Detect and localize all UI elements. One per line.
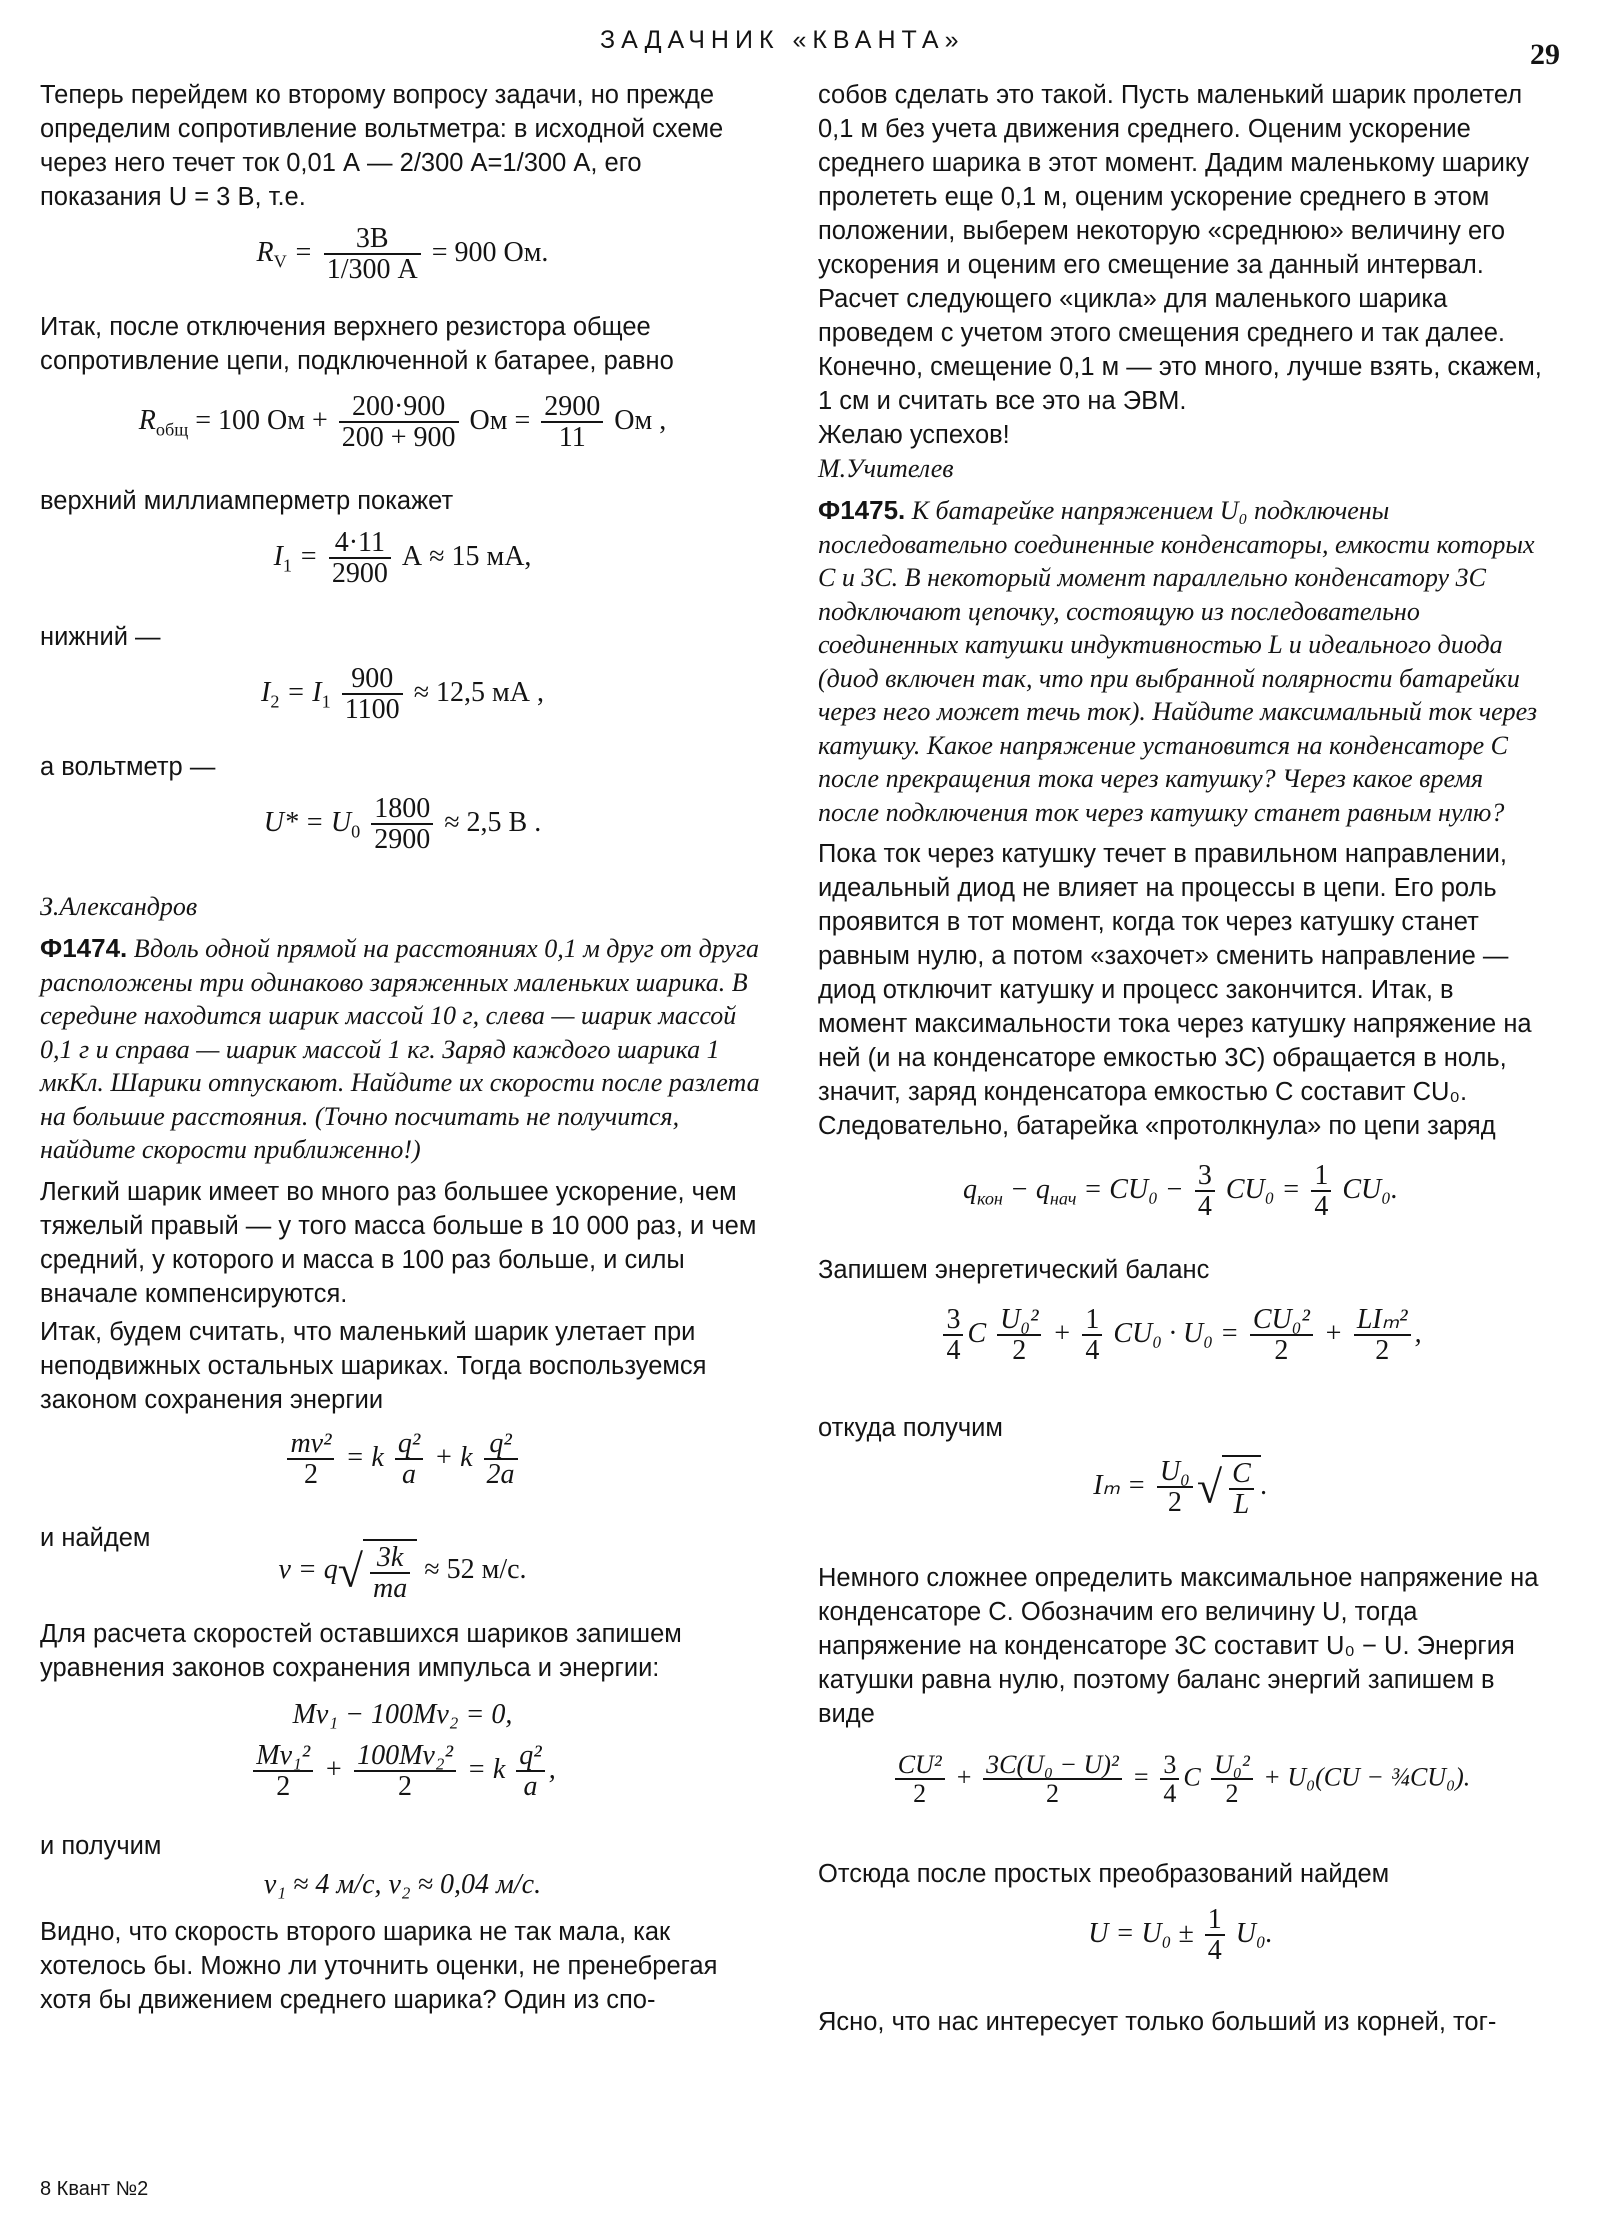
paragraph: Немного сложнее определить максимальное напряжение на конденсаторе C. Обозначим его величину U, тогда напряжение на конденсаторе 3C составит U₀ − U. Энергия катушки равна нулю, поэтому баланс энергий запишем в виде (818, 1564, 1539, 1728)
formula-text: U = U₀ ± (1088, 1917, 1194, 1949)
frac-den: 2 (895, 1778, 945, 1807)
square-root (338, 1539, 417, 1604)
fraction (1250, 1305, 1313, 1366)
running-title: ЗАДАЧНИК «КВАНТА» (600, 26, 965, 54)
fraction (1311, 1161, 1331, 1222)
frac-num: C (1232, 1458, 1251, 1489)
formula-sub: общ (155, 419, 189, 440)
fraction (1157, 1457, 1193, 1518)
frac-num: 100Mv₂² (357, 1739, 453, 1771)
formula-text: = (1132, 1762, 1150, 1792)
formula-text: C (967, 1317, 987, 1349)
frac-num: 3 (1163, 1750, 1177, 1779)
frac-num: U₀² (1214, 1750, 1250, 1779)
formula-sub: 0 (351, 821, 361, 842)
radical-sign: √ (1196, 1461, 1223, 1513)
frac-num: 3C(U₀ − U)² (986, 1750, 1119, 1779)
frac-den: 2 (287, 1458, 334, 1489)
fraction (395, 1429, 423, 1490)
formula-text: = k (345, 1441, 384, 1473)
paragraph: нижний — (40, 623, 161, 651)
formula-voltmeter-resistance: $R_V$ = $\frac{3В}{1/300 А}$ = 900 Ом. (256, 223, 549, 286)
frac-num: 900 (351, 663, 394, 694)
formula-charge (818, 1147, 1543, 1253)
paragraph: Ясно, что нас интересует только больший из корней, тог- (818, 2008, 1497, 2036)
formula-energy-balance (818, 1291, 1543, 1411)
formula-text: = CU₀ − (1083, 1173, 1184, 1205)
paragraph: Запишем энергетический баланс (818, 1256, 1210, 1284)
paragraph: Теперь перейдем ко второму вопросу задачи, но прежде определим сопротивление вольтметра: в исходной схеме через него течет ток 0,01 А — 2/300 А=1/300 А, его показания U = 3 В, т.е. (40, 81, 724, 211)
formula-text: Ом = (469, 404, 531, 436)
formula-text: R (138, 404, 156, 436)
frac-num: Mv₁² (256, 1739, 311, 1771)
frac-num: U₀² (1000, 1304, 1039, 1335)
fraction (324, 224, 421, 285)
fraction (943, 1305, 963, 1366)
fraction (1211, 1751, 1253, 1808)
paragraph: верхний миллиамперметр покажет (40, 487, 454, 515)
formula-voltmeter-reading (40, 788, 765, 884)
formula-text: + (1323, 1317, 1343, 1349)
fraction (997, 1305, 1041, 1366)
frac-den: 2 (253, 1770, 313, 1801)
frac-den: 2 (1157, 1486, 1193, 1517)
fraction (339, 392, 459, 453)
formula-text: CU₀ · U₀ = (1113, 1317, 1239, 1349)
formula-text: + U₀(CU − ¾CU₀). (1263, 1762, 1471, 1792)
paragraph: собов сделать это такой. Пусть маленький шарик пролетел 0,1 м без учета движения среднего. Оценим ускорение среднего шарика в этот момент. Дадим маленькому шарику пролететь еще 0,1 м, оценим ускорение среднего в этом положении, выберем некоторую «среднюю» величину его ускорения и оценим его смещение за данный интервал. Расчет следующего «цикла» для маленького шарика проведем с учетом этого смещения среднего и так далее. Конечно, смещение 0,1 м — это много, лучше взять, скажем, 1 см и считать все это на ЭВМ. (818, 81, 1542, 415)
frac-den: 2900 (329, 557, 391, 588)
frac-den: 2900 (371, 823, 433, 854)
formula-sub: 1 (282, 555, 292, 576)
frac-den: 2 (1250, 1334, 1313, 1365)
formula-total-resistance (40, 382, 765, 484)
frac-den: 1100 (342, 693, 403, 724)
formula-energy-two-balls (40, 1741, 765, 1829)
paragraph: а вольтметр — (40, 753, 216, 781)
frac-num: U₀ (1159, 1456, 1190, 1487)
paragraph: Итак, будем считать, что маленький шарик улетает при неподвижных остальных шариках. Тогда воспользуемся законом сохранения энергии (40, 1317, 707, 1414)
frac-den: 4 (1082, 1334, 1102, 1365)
formula-text: Iₘ = (1093, 1469, 1146, 1501)
right-column (818, 78, 1543, 2043)
frac-num: 3В (355, 223, 389, 254)
formula-text: = k (466, 1753, 506, 1785)
fraction (1195, 1161, 1215, 1222)
paragraph: Пока ток через катушку течет в правильном направлении, идеальный диод не влияет на процессы в цепи. Его роль проявится в тот момент, когда ток через катушку станет равным нулю, а потом «захочет» сменить направление — диод отключит катушку и процесс закончится. Итак, в момент максимальности тока через катушку напряжение на ней (и на конденсаторе емкостью 3C) обращается в ноль, значит, заряд конденсатора емкостью C составит CU₀. Следовательно, батарейка «протолкнула» по цепи заряд (818, 840, 1532, 1140)
frac-den: 11 (541, 421, 603, 452)
formula-text: U₀. (1235, 1917, 1273, 1949)
formula-text: + (1052, 1317, 1072, 1349)
formula-text: I (273, 540, 283, 572)
frac-den: a (516, 1770, 544, 1801)
frac-num: mv² (290, 1427, 332, 1459)
frac-den: L (1229, 1488, 1254, 1519)
formula-text: + (955, 1762, 973, 1792)
frac-num: 1 (1314, 1160, 1329, 1191)
formula-sub: кон (977, 1188, 1003, 1209)
formula-text: . (1260, 1469, 1268, 1501)
formula-text: ≈ 12,5 мА , (413, 676, 544, 708)
fraction (370, 1543, 410, 1604)
frac-num: q² (519, 1739, 542, 1771)
square-root (1197, 1455, 1261, 1520)
formula-final-speeds: v₁ ≈ 4 м/с, v₂ ≈ 0,04 м/с. (263, 1868, 542, 1900)
frac-num: CU₀² (1252, 1304, 1310, 1335)
formula-text: CU₀ = (1225, 1173, 1301, 1205)
fraction (371, 794, 433, 855)
frac-den: 2 (997, 1334, 1041, 1365)
fraction (983, 1751, 1122, 1808)
formula-text: R (256, 236, 274, 268)
formula-current-2 (40, 658, 765, 750)
frac-num: 2900 (544, 391, 601, 422)
frac-den: 4 (943, 1334, 963, 1365)
paragraph: Желаю успехов! (818, 421, 1010, 449)
problem-statement (818, 494, 1543, 829)
frac-num: q² (489, 1427, 512, 1459)
formula-sub: V (273, 251, 287, 272)
formula-text: CU₀. (1342, 1173, 1398, 1205)
fraction (1082, 1305, 1102, 1366)
page-header (0, 26, 1600, 71)
formula-current-1: $I_1$ = $\frac{4\cdot 11}{2900}$ А ≈ 15 мА, (273, 527, 532, 590)
formula-energy-balance-2 (818, 1735, 1543, 1857)
paragraph: и получим (40, 1831, 162, 1860)
problem-number: Ф1474. (40, 933, 128, 963)
frac-den: 2 (1354, 1334, 1411, 1365)
formula-text: = 900 Ом. (431, 236, 549, 268)
fraction (329, 528, 391, 589)
formula-sub: нач (1049, 1188, 1077, 1209)
fraction (354, 1741, 456, 1802)
formula-text: А ≈ 15 мА, (401, 540, 532, 572)
fraction (516, 1741, 544, 1802)
frac-num: q² (397, 1427, 421, 1459)
frac-num: 3k (376, 1541, 404, 1573)
fraction (895, 1751, 945, 1808)
problem-number: Ф1475. (818, 495, 906, 525)
formula-text: + (324, 1753, 344, 1785)
fraction (484, 1429, 518, 1490)
page-number: 29 (1530, 38, 1560, 71)
frac-num: CU² (897, 1750, 942, 1779)
formula-text: ≈ 2,5 В . (444, 806, 542, 838)
fraction (342, 664, 403, 725)
formula-energy-conservation (40, 1421, 765, 1521)
formula-text: , (1414, 1317, 1422, 1349)
frac-den: a (395, 1458, 423, 1489)
author-signature: З.Александров (40, 892, 198, 921)
frac-num: 4·11 (334, 527, 386, 558)
frac-num: 3 (946, 1304, 961, 1335)
fraction (1160, 1751, 1179, 1808)
formula-text: v = q (278, 1553, 338, 1585)
author-signature: М.Учителев (818, 454, 954, 483)
frac-num: 3 (1197, 1160, 1212, 1191)
formula-text: + k (434, 1441, 473, 1473)
frac-num: LIₘ² (1356, 1304, 1408, 1335)
paragraph: Итак, после отключения верхнего резистора общее сопротивление цепи, подключенной к батарее, равно (40, 313, 674, 375)
paragraph: Отсюда после простых преобразований найдем (818, 1860, 1390, 1888)
frac-den: 4 (1160, 1778, 1179, 1807)
frac-den: 1/300 А (324, 253, 421, 284)
formula-text: ≈ 52 м/с. (424, 1553, 527, 1585)
paragraph: и найдем (40, 1523, 151, 1552)
formula-text: I (260, 676, 271, 708)
frac-num: 1 (1085, 1304, 1100, 1335)
formula-sub: 1 (321, 691, 331, 712)
frac-den: 4 (1195, 1190, 1215, 1221)
fraction (287, 1429, 334, 1490)
problem-text: Вдоль одной прямой на расстояниях 0,1 м друг от друга расположены три одинаково заряженных маленьких шарика. В середине находится шарик массой 10 г, слева — шарик массой 0,1 г и справа — шарик массой 1 кг. Заряд каждого шарика 1 мкКл. Шарики отпускают. Найдите их скорости после разлета на большие расстояния. (Точно посчитать не получится, найдите скорости приближенно!) (40, 934, 760, 1164)
formula-text: − q (1009, 1173, 1050, 1205)
fraction (1354, 1305, 1411, 1366)
problem-text: К батарейке напряжением U₀ подключены последовательно соединенные конденсаторы, емкости которых C и 3C. В некоторый момент параллельно конденсатору 3C подключают цепочку, состоящую из последовательно соединенных катушки индуктивностью L и идеального диода (диод включен так, что при выбранной полярности батарейки через него может течь ток). Найдите максимальный ток через катушку. Какое напряжение установится на конденсаторе C после прекращения тока через катушку? Через какое время после подключения ток через катушку станет равным нулю? (818, 496, 1537, 827)
formula-text: Ом , (614, 404, 667, 436)
frac-den: 2a (484, 1458, 518, 1489)
formula-sub: 2 (270, 691, 280, 712)
formula-text: , (548, 1753, 556, 1785)
frac-den: 2 (354, 1770, 456, 1801)
paragraph: Для расчета скоростей оставшихся шариков запишем уравнения законов сохранения импульса и энергии: (40, 1619, 682, 1682)
frac-den: 2 (1211, 1778, 1253, 1807)
frac-den: ma (370, 1572, 410, 1603)
fraction (1205, 1905, 1225, 1966)
problem-statement (40, 932, 765, 1167)
frac-den: 4 (1311, 1190, 1331, 1221)
fraction (1229, 1459, 1254, 1520)
formula-text: = 100 Ом + (195, 404, 328, 436)
formula-text: = I (286, 676, 322, 708)
page-footer: 8 Квант №2 (40, 2178, 149, 2200)
paragraph: откуда получим (818, 1414, 1003, 1442)
formula-text: U* = U (263, 806, 352, 838)
paragraph: Видно, что скорость второго шарика не так мала, как хотелось бы. Можно ли уточнить оценки, не пренебрегая хотя бы движением среднего шарика? Один из спо- (40, 1917, 718, 2014)
left-column (40, 78, 765, 2021)
radical-sign: √ (337, 1544, 364, 1596)
frac-den: 2 (983, 1778, 1122, 1807)
formula-momentum: Mv₁ − 100Mv₂ = 0, (292, 1698, 513, 1730)
formula-text: C (1183, 1762, 1201, 1792)
frac-den: 200 + 900 (339, 421, 459, 452)
frac-num: 1800 (374, 793, 431, 824)
frac-num: 200·900 (351, 391, 446, 422)
frac-den: 4 (1205, 1934, 1225, 1965)
fraction (253, 1741, 313, 1802)
fraction (541, 392, 603, 453)
formula-text: q (963, 1173, 977, 1205)
formula-max-current (818, 1449, 1543, 1561)
formula-voltage-roots (818, 1895, 1543, 2005)
paragraph: Легкий шарик имеет во много раз большее ускорение, чем тяжелый правый — у того масса больше в 10 000 раз, и чем средний, у которого и масса в 100 раз больше, и силы вначале компенсируются. (40, 1177, 757, 1308)
frac-num: 1 (1207, 1904, 1222, 1935)
